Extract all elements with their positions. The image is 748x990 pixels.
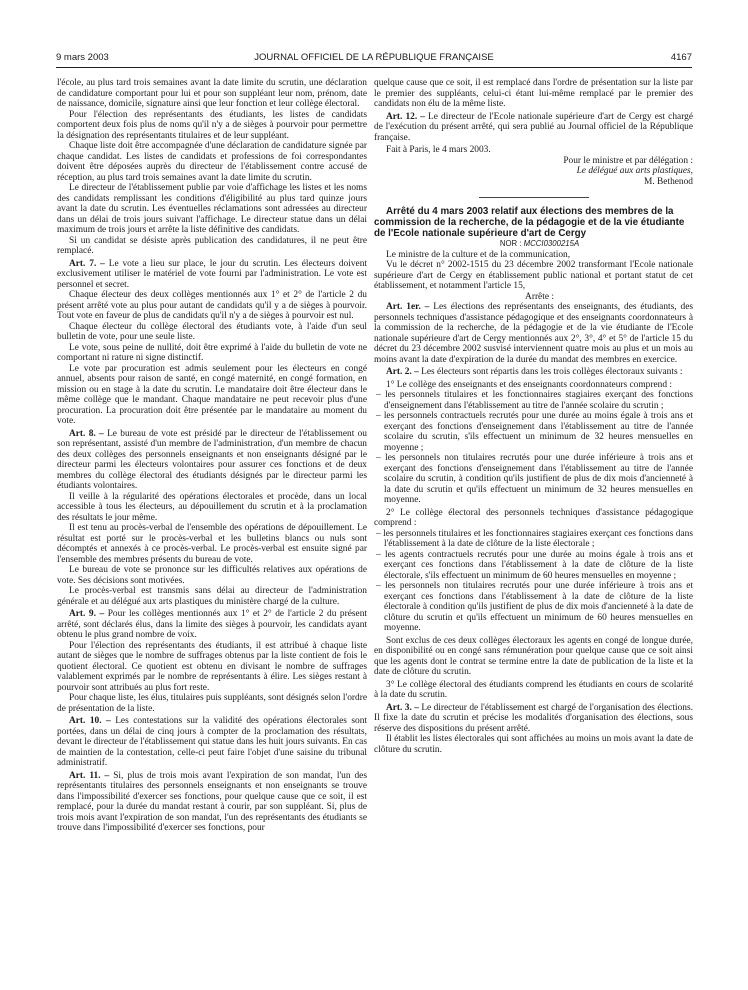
nor-reference	[374, 239, 693, 250]
place-date: Fait à Paris, le 4 mars 2003.	[386, 145, 491, 155]
article-3	[374, 703, 693, 735]
paragraph: Sont exclus de ces deux collèges électoraux les agents en congé de longue durée, en disponibilité ou en congé sans rémunération pour quelque cause que ce soit ainsi que les agents dont le contrat se termine entre la date de publication de la liste et la date de clôture du scrutin.	[374, 635, 693, 677]
article-text: Le bureau de vote est présidé par le directeur de l'établissement ou son représentant, assisté d'un membre de l'administration, d'un membre de chacun des deux collèges des personnels enseignants et non enseignants désigné par le directeur parmi les électeurs volontaires pour assurer ces fonctions et de deux membres du collège électoral des étudiants désignés par le directeur parmi les étudiants volontaires.	[57, 428, 367, 491]
article-label: Art. 10. –	[69, 716, 111, 726]
college-1-heading: 1° Le collège des enseignants et des enseignants coordonnateurs comprend :	[386, 379, 672, 390]
article-label: Art. 1er. –	[386, 302, 430, 312]
college-1-list	[374, 390, 693, 506]
college-2-list	[374, 529, 693, 634]
list-item: – les personnels non titulaires recrutés pour une durée inférieure à trois ans et exerçant ces fonctions dans l'établissement à la date de clôture de la liste électorale à condition qu'ils justifient de plus de dix mois d'ancienneté à la date de clôture du scrutin et qu'ils effectuent un minimum de 60 heures mensuelles en moyenne.	[384, 581, 693, 634]
article-12	[374, 112, 693, 144]
paragraph: Il est tenu au procès-verbal de l'ensemble des opérations de dépouillement. Le résultat est porté sur le procès-verbal et les bulletins blancs ou nuls sont décomptés et annexés à ce procès-verbal. Le procès-verbal est ensuite signé par l'ensemble des membres présents du bureau de vote.	[57, 523, 367, 565]
paragraph: quelque cause que ce soit, il est remplacé dans l'ordre de présentation sur la liste par le premier des suppléants, celui-ci étant lui-même remplacé par le premier des candidats non élu de la même liste.	[374, 78, 693, 109]
paragraph: Vu le décret n° 2002-1515 du 23 décembre 2002 transformant l'Ecole nationale supérieure d'art de Cergy en établissement public national et portant statut de cet établissement, et notamment l'article 15,	[374, 260, 693, 291]
article-1	[374, 302, 693, 365]
signature-line: Pour le ministre et par délégation :	[563, 155, 693, 166]
issue-date: 9 mars 2003	[56, 52, 109, 63]
header-rule	[56, 67, 692, 68]
article-7	[57, 259, 367, 291]
signature-title: Le délégué aux arts plastiques,	[576, 166, 693, 176]
list-item: – les agents contractuels recrutés pour une durée au moins égale à trois ans et exerçant ces fonctions dans l'établissement à la date de clôture de la liste électorale, s'ils effectuent un minimum de 60 heures mensuelles en moyenne ;	[384, 550, 693, 582]
paragraph: Le vote, sous peine de nullité, doit être exprimé à l'aide du bulletin de vote ne comportant ni rature ni signe distinctif.	[57, 342, 367, 363]
article-label: Art. 8. –	[69, 428, 104, 439]
paragraph: Pour l'élection des représentants des étudiants, il est attribué à chaque liste autant de sièges que le nombre de suffrages obtenus par la liste contient de fois le quotient électoral. Ce quotient est obtenu en divisant le nombre de suffrages valablement exprimés par le nombre de représentants à élire. Les sièges restant à pourvoir sont attribués au plus fort reste.	[57, 640, 367, 693]
article-label: Art. 12. –	[386, 111, 425, 122]
article-2	[374, 367, 693, 378]
paragraph: Pour l'élection des représentants des étudiants, les listes de candidats comportent deux fois plus de noms qu'il n'y a de sièges à pourvoir pour permettre la désignation des représentants titulaires et de leur suppléant.	[57, 109, 367, 141]
article-text: Les élections des représentants des enseignants, des étudiants, des personnels techniques d'assistance pédagogique et des enseignants coordonnateurs à la commission de la recherche, de la pédagogie et de la vie étudiante de l'Ecole nationale supérieure d'art de Cergy mentionnés aux 2°, 3°, 4° et 5° de l'article 15 du décret du 23 décembre 2002 susvisé interviennent quatre mois au plus et un mois au moins avant la date d'expiration de la durée du mandat des membres en exercice.	[374, 302, 694, 365]
journal-title: JOURNAL OFFICIEL DE LA RÉPUBLIQUE FRANÇAISE	[254, 52, 494, 63]
article-9	[57, 609, 367, 641]
arrete-heading: Arrête :	[525, 291, 554, 302]
article-text: Les électeurs sont répartis dans les trois collèges électoraux suivants :	[418, 367, 683, 377]
article-text: Pour les collèges mentionnés aux 1° et 2° de l'article 2 du présent arrêté, sont déclarés élus, dans la limite des sièges à pourvoir, les candidats ayant obtenu le plus grand nombre de voix.	[57, 609, 368, 640]
nor-code: MCCI0300215A	[523, 239, 580, 248]
article-label: Art. 9. –	[69, 609, 105, 619]
article-8	[57, 429, 367, 492]
article-label: Art. 2. –	[386, 367, 419, 377]
paragraph: Il établit les listes électorales qui sont affichées au moins un mois avant la date de clôture du scrutin.	[374, 734, 693, 755]
right-column	[374, 78, 693, 755]
article-10	[57, 716, 367, 769]
left-column	[57, 78, 367, 834]
nor-label: NOR :	[499, 239, 524, 248]
article-text: Les contestations sur la validité des opérations électorales sont portées, dans un délai de cinq jours à compter de la proclamation des résultats, devant le directeur de l'établissement qui statue dans les huit jours suivants. En cas de maintien de la contestation, celle-ci peut faire l'objet d'une saisine du tribunal administratif.	[57, 716, 367, 768]
decree-title: Arrêté du 4 mars 2003 relatif aux élections des membres de la commission de la recherche, de la pédagogie et de la vie étudiante de l'Ecole nationale supérieure d'art de Cergy	[374, 206, 685, 239]
article-11	[57, 771, 367, 834]
article-text: Si, plus de trois mois avant l'expiration de son mandat, l'un des représentants titulaires des personnels enseignants et non enseignants se trouve dans l'impossibilité d'exercer ses fonctions, pour quelque cause que ce soit, il est remplacé, pour la durée du mandat restant à courir, par son suppléant. Si, plus de trois mois avant l'expiration de son mandat, l'un des représentants des étudiants se trouve dans l'impossibilité d'exercer ses fonctions, pour	[57, 770, 367, 833]
article-text: Le vote a lieu sur place, le jour du scrutin. Les électeurs doivent exclusivement utiliser le matériel de vote fourni par l'administration. Le vote est personnel et secret.	[57, 258, 367, 290]
paragraph: Le procès-verbal est transmis sans délai au directeur de l'administration générale et au délégué aux arts plastiques du ministère chargé de la culture.	[57, 586, 367, 607]
list-item: – les personnels titulaires et les fonctionnaires stagiaires exerçant des fonctions d'enseignement dans l'établissement au titre de l'année scolaire du scrutin ;	[384, 390, 693, 411]
article-text: Le directeur de l'Ecole nationale supérieure d'art de Cergy est chargé de l'exécution du présent arrêté, qui sera publié au Journal officiel de la République française.	[374, 111, 693, 143]
article-label: Art. 3. –	[386, 702, 419, 713]
list-item: – les personnels non titulaires recrutés pour une durée inférieure à trois ans et exerçant des fonctions d'enseignement dans l'établissement au titre de l'année scolaire du scrutin, à condition qu'ils justifient de plus de dix mois d'ancienneté à la date du scrutin et qu'ils effectuent un minimum de 32 heures mensuelles en moyenne.	[384, 453, 693, 506]
college-2-heading: 2° Le collège électoral des personnels techniques d'assistance pédagogique comprend :	[374, 507, 693, 528]
paragraph: Chaque liste doit être accompagnée d'une déclaration de candidature signée par chaque candidat. Les listes de candidats et professions de foi correspondantes doivent être déposées auprès du directeur de l'établissement contre accusé de réception, au plus tard trois semaines avant la date limite du scrutin.	[57, 141, 367, 183]
paragraph: Le bureau de vote se prononce sur les difficultés relatives aux opérations de vote. Ses décisions sont motivées.	[57, 565, 367, 586]
paragraph: Pour chaque liste, les élus, titulaires puis suppléants, sont désignés selon l'ordre de présentation de la liste.	[57, 693, 367, 714]
paragraph: Le ministre de la culture et de la communication,	[386, 249, 571, 260]
paragraph: Chaque électeur des deux collèges mentionnés aux 1° et 2° de l'article 2 du présent arrêté vote au plus pour autant de candidats qu'il y a de sièges à pourvoir. Tout vote en faveur de plus de candidats qu'il n'y a de sièges à pourvoir est nul.	[57, 290, 367, 321]
article-text: Le directeur de l'établissement est chargé de l'organisation des élections. Il fixe la date du scrutin et précise les modalités d'organisation des élections, sous réserve des dispositions du présent arrêté.	[374, 702, 693, 734]
paragraph: Chaque électeur du collège électoral des étudiants vote, à l'aide d'un seul bulletin de vote, pour une seule liste.	[57, 321, 367, 342]
paragraph: Le vote par procuration est admis seulement pour les électeurs en congé annuel, absents pour raison de santé, en congé maternité, en congé formation, en mission ou en stage à la date du scrutin. Le mandataire doit être électeur dans le même collège que le mandant. Chaque mandataire ne peut recevoir plus d'une procuration. La procuration doit être présentée par le mandataire au moment du vote.	[57, 363, 367, 426]
list-item: – les personnels contractuels recrutés pour une durée au moins égale à trois ans et exerçant des fonctions d'enseignement dans l'établissement au titre de l'année scolaire du scrutin, s'ils effectuent un minimum de 32 heures mensuelles en moyenne ;	[384, 411, 693, 453]
article-label: Art. 7. –	[69, 258, 105, 269]
paragraph: l'école, au plus tard trois semaines avant la date limite du scrutin, une déclaration de candidature comportant pour lui et pour son suppléant leur nom, prénom, date de naissance, domicile, signature ainsi que leur fonction et leur collège électoral.	[57, 78, 367, 109]
paragraph: Si un candidat se désiste après publication des candidatures, il ne peut être remplacé.	[57, 235, 367, 256]
paragraph: Il veille à la régularité des opérations électorales et procède, dans un local accessible à tous les électeurs, au dépouillement du scrutin et à la proclamation des résultats le jour même.	[57, 491, 367, 523]
article-label: Art. 11. –	[69, 770, 110, 781]
paragraph: Le directeur de l'établissement publie par voie d'affichage les listes et les noms des candidats remplissant les conditions d'éligibilité au plus tard quinze jours avant la date du scrutin. Les éventuelles réclamations sont adressées au directeur dans un délai de trois jours suivant l'affichage. Le directeur statue dans un délai maximum de trois jours et arrête la liste définitive des candidats.	[57, 183, 367, 235]
page-number: 4167	[670, 52, 692, 63]
section-separator	[479, 197, 589, 198]
page-header	[56, 52, 692, 66]
signatory-name: M. Bethenod	[644, 176, 693, 187]
college-3: 3° Le collège électoral des étudiants comprend les étudiants en cours de scolarité à la date du scrutin.	[374, 679, 693, 700]
list-item: – les personnels titulaires et les fonctionnaires stagiaires exerçant ces fonctions dans l'établissement à la date de clôture de la liste électorale ;	[384, 529, 693, 550]
